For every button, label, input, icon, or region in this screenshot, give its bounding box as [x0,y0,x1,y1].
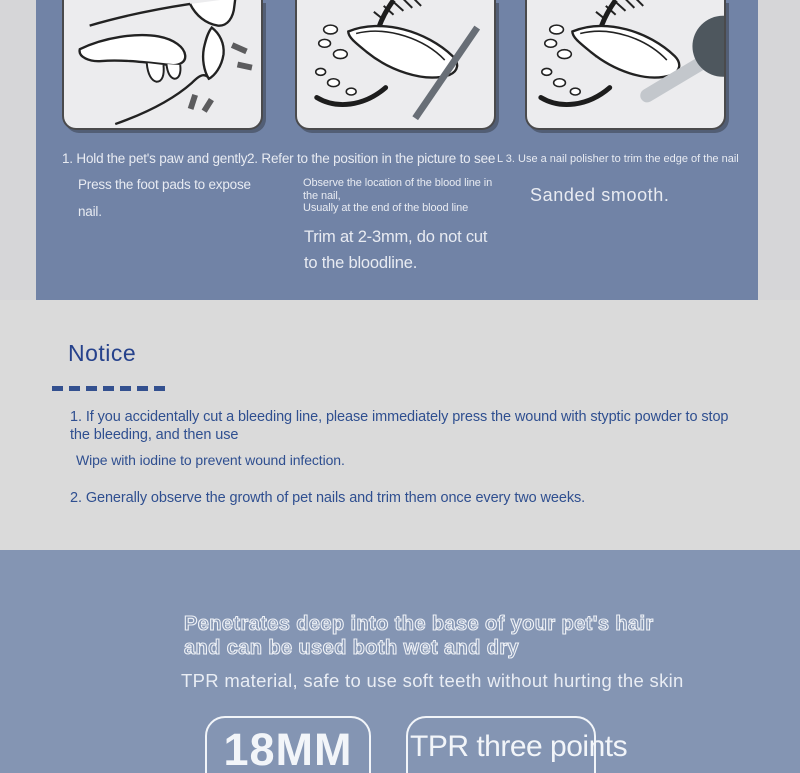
notice-item1: 1. If you accidentally cut a bleeding line, please immediately press the wound with styptic powder to stop the bleeding, and then use [70,409,729,443]
badge-tpr [406,716,628,773]
step1-line2: Press the foot pads to expose [78,177,251,192]
badge-18mm-label: 18MM [223,724,353,773]
step1-line3: nail. [78,204,102,219]
hero-line2: and can be used both wet and dry [184,637,520,659]
step2-note1: Observe the location of the blood line in the nail, [303,177,493,202]
nail-polisher-illustration [527,0,724,128]
step1-card [62,0,263,130]
badge-tpr-label: TPR three points [410,730,628,763]
step2-card [295,0,496,130]
step2-big2: to the bloodline. [304,254,418,272]
badge-18mm [205,716,371,773]
notice-item2: 2. Generally observe the growth of pet nails and trim them once every two weeks. [70,490,586,506]
step2-note2: Usually at the end of the blood line [303,202,469,214]
step1-line1: 1. Hold the pet's paw and gently [62,151,248,166]
nail-bloodline-trim-illustration [297,0,494,128]
step2-heading: 2. Refer to the position in the picture to see [247,151,496,166]
step3-big1: Sanded smooth. [530,185,670,205]
hero-line1: Penetrates deep into the base of your pet's hair [184,613,654,635]
notice-title: Notice [68,340,137,366]
hero-outlined-text [184,612,654,660]
hero-section [0,550,800,773]
notice-dashed-divider [52,386,166,391]
instructions-panel [36,0,758,300]
hand-pressing-paw-illustration [64,0,261,128]
hero-subline: TPR material, safe to use soft teeth without hurting the skin [181,670,684,691]
step3-heading: L 3. Use a nail polisher to trim the edge of the nail [497,153,739,165]
step3-card [525,0,726,130]
step2-big1: Trim at 2-3mm, do not cut [304,228,488,246]
notice-item1-sub: Wipe with iodine to prevent wound infection. [76,452,345,468]
